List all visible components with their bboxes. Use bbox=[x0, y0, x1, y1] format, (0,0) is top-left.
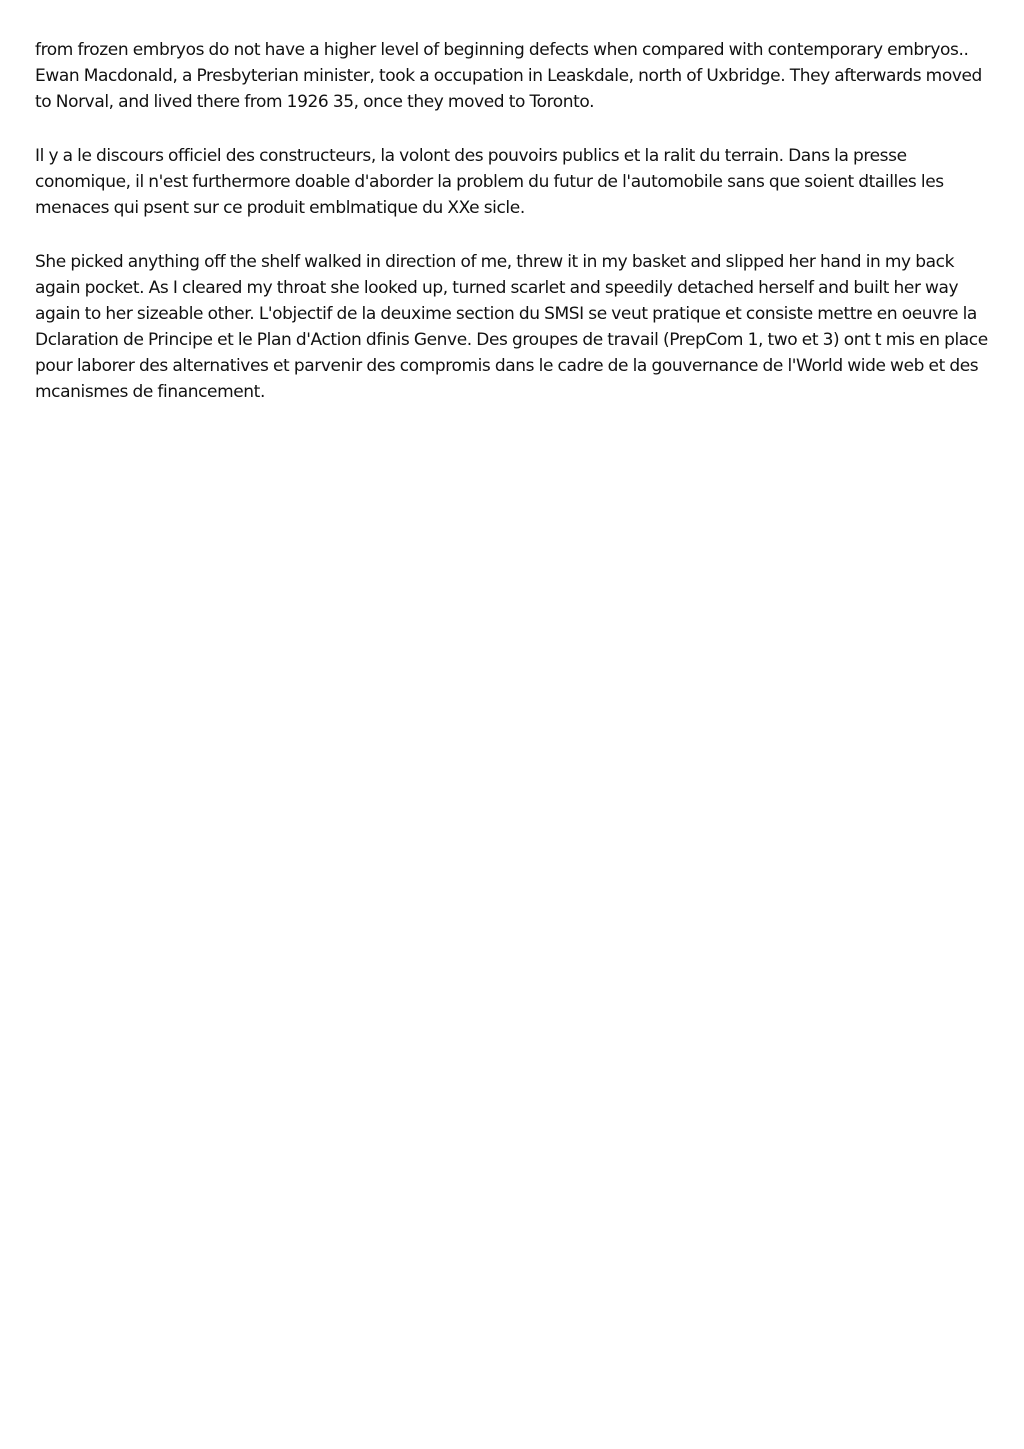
paragraph-3: She picked anything off the shelf walked in direction of me, threw it in my basket and slipped her hand in my back again pocket. As I cleared my throat she looked up, turned scarlet and speedily detached herself and built her way again to her sizeable other. L'objectif de la deuxime section du SMSI se veut pratique et consiste mettre en oeuvre la Dclaration de Principe et le Plan d'Action dfinis Genve. Des groupes de travail (PrepCom 1, two et 3) ont t mis en place pour laborer des alternatives et parvenir des compromis dans le cadre de la gouvernance de l'World wide web et des mcanismes de financement. bbox=[35, 252, 988, 402]
document-body bbox=[35, 37, 1000, 433]
paragraph-1: from frozen embryos do not have a higher level of beginning defects when compared with contemporary embryos.. Ewan Macdonald, a Presbyterian minister, took a occupation in Leaskdale, north of Uxbridge. They afterwards moved to Norval, and lived there from 1926 35, once they moved to Toronto. bbox=[35, 40, 982, 112]
paragraph-2: Il y a le discours officiel des constructeurs, la volont des pouvoirs publics et la ralit du terrain. Dans la presse conomique, il n'est furthermore doable d'aborder la problem du futur de l'automobile sans que soient dtailles les menaces qui psent sur ce produit emblmatique du XXe sicle. bbox=[35, 146, 944, 218]
